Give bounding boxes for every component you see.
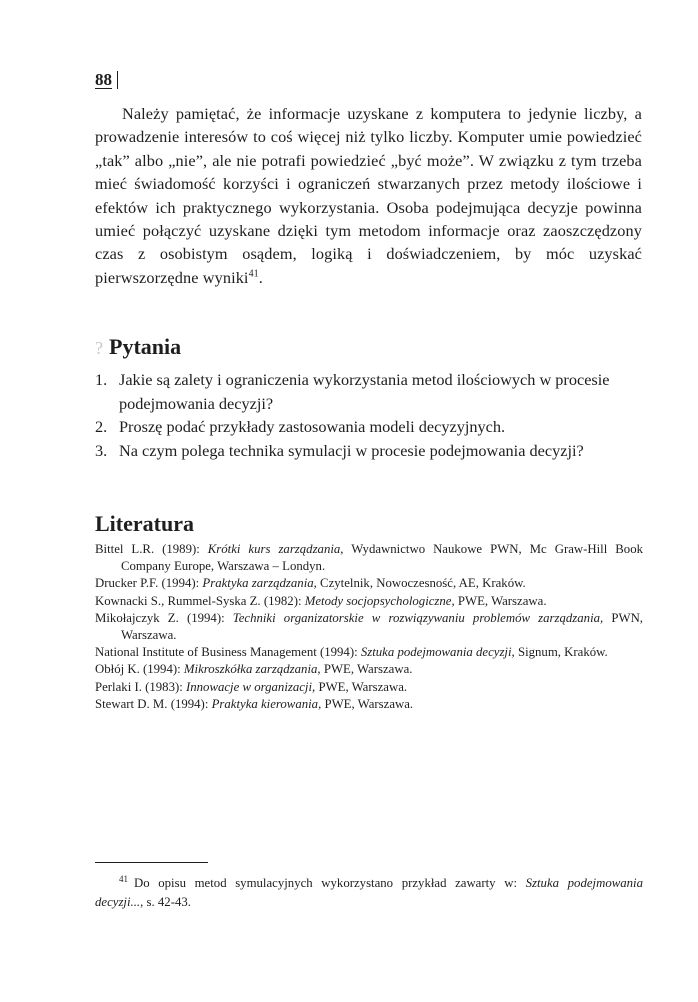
question-item xyxy=(95,415,642,439)
reference-author: Perlaki I. (1983): xyxy=(95,679,186,694)
reference-title: Krótki kurs zarządzania, xyxy=(207,542,344,556)
reference-publisher: PWN, Warszawa. xyxy=(121,610,644,643)
questions-heading-text: Pytania xyxy=(109,334,182,359)
reference-item xyxy=(95,661,643,678)
reference-title: Techniki organizatorskie w rozwiązywaniu problemów zarządzania, xyxy=(232,610,604,625)
reference-publisher: PWE, Warszawa. xyxy=(321,696,414,711)
reference-author: Kownacki S., Rummel-Syska Z. (1982): xyxy=(95,593,305,608)
question-number: 2. xyxy=(95,417,108,437)
reference-author: Bittel L.R. (1989): xyxy=(95,542,208,556)
reference-item xyxy=(95,679,643,696)
reference-publisher: PWE, Warszawa. xyxy=(320,662,413,677)
page-number xyxy=(95,70,118,90)
reference-title: Metody socjopsychologiczne, xyxy=(304,593,455,608)
page-number-bar xyxy=(117,71,118,89)
question-text: Jakie są zalety i ograniczenia wykorzystania metod ilościowych w procesie podejmowania decyzji? xyxy=(119,370,610,413)
footnote-divider xyxy=(95,862,208,863)
question-number: 3. xyxy=(95,440,108,460)
reference-author: Stewart D. M. (1994): xyxy=(95,696,212,711)
footnote-mark: 41 xyxy=(119,873,128,884)
reference-item xyxy=(95,644,643,661)
reference-author: Obłój K. (1994): xyxy=(95,662,184,677)
reference-item xyxy=(95,575,643,592)
questions-heading xyxy=(95,334,181,360)
question-number: 1. xyxy=(95,370,108,389)
reference-item xyxy=(95,610,643,644)
reference-author: Mikołajczyk Z. (1994): xyxy=(95,610,233,625)
question-text: Na czym polega technika symulacji w procesie podejmowania decyzji? xyxy=(119,440,584,460)
footnote-text: Do opisu metod symulacyjnych wykorzystano przykład zawarty w: xyxy=(134,876,526,890)
reference-publisher: Signum, Kraków. xyxy=(514,645,608,660)
reference-title: Praktyka zarządzania, xyxy=(202,576,317,591)
literature-heading: Literatura xyxy=(95,511,194,536)
reference-item xyxy=(95,593,643,610)
reference-publisher: Czytelnik, Nowoczesność, AE, Kraków. xyxy=(316,576,526,591)
references-list xyxy=(95,541,643,713)
reference-title: Mikroszkółka zarządzania, xyxy=(183,662,321,677)
reference-publisher: PWE, Warszawa. xyxy=(315,679,408,694)
footnote-title: Sztuka podejmowania decyzji..., xyxy=(95,876,644,909)
question-mark-icon: ? xyxy=(95,338,103,358)
footnote-reference[interactable]: 41 xyxy=(248,268,259,280)
paragraph-end: . xyxy=(258,267,263,287)
reference-title: Praktyka kierowania, xyxy=(211,696,322,711)
question-item xyxy=(95,368,642,415)
reference-title: Sztuka podejmowania decyzji, xyxy=(360,645,515,660)
questions-list xyxy=(95,368,642,462)
page-number-text: 88 xyxy=(95,70,112,89)
reference-author: National Institute of Business Management (1994): xyxy=(95,645,361,660)
footnote-pages: s. 42-43. xyxy=(143,895,191,909)
footnote xyxy=(95,874,643,912)
reference-author: Drucker P.F. (1994): xyxy=(95,576,203,591)
reference-title: Innowacje w organizacji, xyxy=(185,679,316,694)
reference-publisher: PWE, Warszawa. xyxy=(454,593,547,608)
body-paragraph xyxy=(95,102,642,289)
reference-item xyxy=(95,541,643,575)
question-text: Proszę podać przykłady zastosowania modeli decyzyjnych. xyxy=(119,417,506,437)
reference-publisher: Wydawnictwo Naukowe PWN, Mc Graw-Hill Book Company Europe, Warszawa – Londyn. xyxy=(121,542,643,574)
reference-item xyxy=(95,696,643,713)
paragraph-text: Należy pamiętać, że informacje uzyskane z komputera to jedynie liczby, a prowadzenie interesów to coś więcej niż tylko liczby. Komputer umie powiedzieć „tak” albo „nie”, ale nie potrafi powiedzieć „być może”. W związku z tym trzeba mieć świadomość korzyści i ograniczeń stwarzanych przez metody ilościowe i efektów ich praktycznego wykorzystania. Osoba podejmująca decyzje powinna umieć połączyć uzyskane dzięki tym metodom informacje oraz zaoszczędzony czas z osobistym osądem, logiką i doświadczeniem, by móc uzyskać pierwszorzędne wyniki xyxy=(95,104,642,287)
question-item xyxy=(95,439,642,463)
